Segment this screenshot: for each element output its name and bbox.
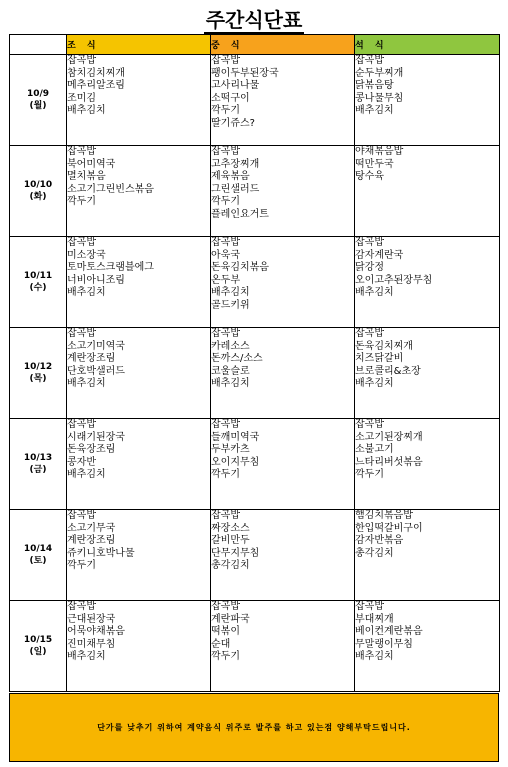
menu-item: 깍두기 xyxy=(67,560,96,572)
page-title xyxy=(0,4,508,33)
breakfast-cell xyxy=(67,510,211,601)
menu-item: 미소장국 xyxy=(67,249,106,261)
day-date: 10/14 xyxy=(23,544,53,554)
menu-item: 배추김치 xyxy=(67,651,106,663)
menu-item: 배추김치 xyxy=(355,651,394,663)
footer-notice xyxy=(9,693,499,762)
menu-item: 근대된장국 xyxy=(67,613,116,625)
menu-item: 감자계란국 xyxy=(355,249,404,261)
dinner-cell xyxy=(355,237,500,328)
menu-item: 햄김치볶음밥 xyxy=(355,510,413,521)
menu-item: 느타리버섯볶음 xyxy=(355,456,423,468)
menu-item: 배추김치 xyxy=(355,105,394,117)
menu-item: 잡곡밥 xyxy=(211,146,240,157)
lunch-cell xyxy=(211,237,355,328)
weekly-menu-table xyxy=(9,34,500,692)
menu-item: 총각김치 xyxy=(211,560,250,572)
day-label xyxy=(10,419,67,510)
menu-item: 돈육장조림 xyxy=(67,444,116,456)
menu-item: 두부카츠 xyxy=(211,444,250,456)
menu-item: 브로콜리&초장 xyxy=(355,365,421,377)
menu-item: 진미채무침 xyxy=(67,638,116,650)
menu-item: 소고기무국 xyxy=(67,522,116,534)
menu-item: 어묵야채볶음 xyxy=(67,626,125,638)
menu-item: 코울슬로 xyxy=(211,365,250,377)
menu-item: 배추김치 xyxy=(211,378,250,390)
day-date: 10/11 xyxy=(23,271,53,281)
dinner-cell xyxy=(355,55,500,146)
lunch-cell xyxy=(211,510,355,601)
menu-item: 깍두기 xyxy=(211,105,240,117)
menu-item: 멸치볶음 xyxy=(67,171,106,183)
menu-item: 닭강정 xyxy=(355,262,384,274)
menu-item: 배추김치 xyxy=(67,378,106,390)
day-date: 10/10 xyxy=(23,180,53,190)
menu-item: 떡볶이 xyxy=(211,626,240,638)
menu-item: 깍두기 xyxy=(211,469,240,481)
menu-item: 순두부찌개 xyxy=(355,67,404,79)
menu-item: 메추리알조림 xyxy=(67,80,125,92)
day-row xyxy=(10,146,500,237)
menu-item: 소불고기 xyxy=(355,444,394,456)
breakfast-cell xyxy=(67,146,211,237)
menu-item: 잡곡밥 xyxy=(211,510,240,521)
menu-item: 계란파국 xyxy=(211,613,250,625)
menu-item: 단호박샐러드 xyxy=(67,365,125,377)
menu-item: 베이컨계란볶음 xyxy=(355,626,423,638)
menu-item: 소고기미역국 xyxy=(67,340,125,352)
menu-item: 치즈닭갈비 xyxy=(355,353,404,365)
day-label xyxy=(10,510,67,601)
dinner-cell xyxy=(355,419,500,510)
menu-item: 부대찌개 xyxy=(355,613,394,625)
day-weekday: (목) xyxy=(29,374,47,384)
menu-item: 잡곡밥 xyxy=(67,146,96,157)
menu-item: 계란장조림 xyxy=(67,353,116,365)
lunch-cell xyxy=(211,601,355,692)
day-weekday: (금) xyxy=(29,465,47,475)
menu-item: 고추장찌개 xyxy=(211,158,260,170)
menu-item: 참치김치찌개 xyxy=(67,67,125,79)
menu-item: 골드키위 xyxy=(211,299,250,311)
day-weekday: (월) xyxy=(29,101,47,111)
header-breakfast: 조 식 xyxy=(67,35,211,55)
header-lunch: 중 식 xyxy=(211,35,355,55)
menu-item: 계란장조림 xyxy=(67,535,116,547)
menu-item: 딸기쥬스? xyxy=(211,117,255,129)
menu-item: 순대 xyxy=(211,638,231,650)
page-title-text: 주간식단표 xyxy=(205,8,303,32)
menu-item: 잡곡밥 xyxy=(211,237,240,248)
menu-item: 야채볶음밥 xyxy=(355,146,404,157)
menu-body xyxy=(10,55,500,692)
day-date: 10/15 xyxy=(23,635,53,645)
menu-item: 조미김 xyxy=(67,92,96,104)
menu-item: 제육볶음 xyxy=(211,171,250,183)
menu-item: 잡곡밥 xyxy=(67,237,96,248)
menu-item: 탕수육 xyxy=(355,171,384,183)
day-label xyxy=(10,328,67,419)
menu-item: 배추김치 xyxy=(355,378,394,390)
day-label xyxy=(10,55,67,146)
menu-item: 카레소스 xyxy=(211,340,250,352)
menu-item: 온두부 xyxy=(211,274,240,286)
menu-item: 너비아니조림 xyxy=(67,274,125,286)
menu-item: 배추김치 xyxy=(67,469,106,481)
day-date: 10/9 xyxy=(26,89,50,99)
header-row xyxy=(10,35,500,55)
header-corner xyxy=(10,35,67,55)
breakfast-cell xyxy=(67,328,211,419)
menu-item: 깍두기 xyxy=(211,196,240,208)
menu-item: 잡곡밥 xyxy=(211,328,240,339)
menu-item: 쥬키니호박나물 xyxy=(67,547,135,559)
breakfast-cell xyxy=(67,601,211,692)
menu-item: 잡곡밥 xyxy=(67,328,96,339)
menu-item: 잡곡밥 xyxy=(355,419,384,430)
menu-item: 떡만두국 xyxy=(355,158,394,170)
menu-item: 깍두기 xyxy=(211,651,240,663)
menu-item: 돈육김치볶음 xyxy=(211,262,269,274)
menu-item: 소고기그린빈스볶음 xyxy=(67,183,154,195)
menu-item: 갈비만두 xyxy=(211,535,250,547)
menu-item: 총각김치 xyxy=(355,547,394,559)
menu-item: 깍두기 xyxy=(67,196,96,208)
menu-item: 배추김치 xyxy=(355,287,394,299)
lunch-cell xyxy=(211,419,355,510)
day-row xyxy=(10,419,500,510)
footer-notice-text: 단가를 낮추기 위하여 계약음식 위주로 발주를 하고 있는점 양해부탁드립니다. xyxy=(97,723,411,732)
lunch-cell xyxy=(211,146,355,237)
menu-item: 들깨미역국 xyxy=(211,431,260,443)
menu-item: 배추김치 xyxy=(211,287,250,299)
menu-item: 배추김치 xyxy=(67,105,106,117)
menu-item: 단무지무침 xyxy=(211,547,260,559)
day-label xyxy=(10,146,67,237)
menu-item: 고사리나물 xyxy=(211,80,260,92)
dinner-cell xyxy=(355,146,500,237)
menu-item: 그린샐러드 xyxy=(211,183,260,195)
menu-item: 배추김치 xyxy=(67,287,106,299)
menu-item: 잡곡밥 xyxy=(211,55,240,66)
day-row xyxy=(10,328,500,419)
menu-item: 닭볶음탕 xyxy=(355,80,394,92)
day-row xyxy=(10,237,500,328)
menu-item: 토마토스크램블에그 xyxy=(67,262,154,274)
menu-item: 잡곡밥 xyxy=(355,328,384,339)
day-row xyxy=(10,601,500,692)
lunch-cell xyxy=(211,55,355,146)
menu-item: 소떡구이 xyxy=(211,92,250,104)
dinner-cell xyxy=(355,328,500,419)
menu-item: 잡곡밥 xyxy=(67,601,96,612)
menu-item: 오이고추된장무침 xyxy=(355,274,433,286)
menu-item: 북어미역국 xyxy=(67,158,116,170)
day-row xyxy=(10,510,500,601)
menu-item: 돈까스/소스 xyxy=(211,353,263,365)
menu-item: 한입떡갈비구이 xyxy=(355,522,423,534)
day-weekday: (토) xyxy=(29,556,47,566)
day-date: 10/13 xyxy=(23,453,53,463)
lunch-cell xyxy=(211,328,355,419)
menu-item: 잡곡밥 xyxy=(211,601,240,612)
menu-item: 잡곡밥 xyxy=(355,237,384,248)
day-row xyxy=(10,55,500,146)
menu-item: 짜장소스 xyxy=(211,522,250,534)
menu-item: 돈육김치찌개 xyxy=(355,340,413,352)
menu-item: 잡곡밥 xyxy=(355,55,384,66)
day-weekday: (화) xyxy=(29,192,47,202)
menu-item: 아욱국 xyxy=(211,249,240,261)
day-weekday: (일) xyxy=(29,647,47,657)
menu-item: 오이지무침 xyxy=(211,456,260,468)
day-label xyxy=(10,237,67,328)
day-weekday: (수) xyxy=(29,283,47,293)
menu-item: 잡곡밥 xyxy=(67,510,96,521)
breakfast-cell xyxy=(67,419,211,510)
menu-item: 팽이두부된장국 xyxy=(211,67,279,79)
menu-item: 무말랭이무침 xyxy=(355,638,413,650)
menu-item: 콩나물무침 xyxy=(355,92,404,104)
day-date: 10/12 xyxy=(23,362,53,372)
menu-item: 소고기된장찌개 xyxy=(355,431,423,443)
menu-item: 감자반볶음 xyxy=(355,535,404,547)
breakfast-cell xyxy=(67,237,211,328)
breakfast-cell xyxy=(67,55,211,146)
menu-item: 잡곡밥 xyxy=(211,419,240,430)
menu-item: 깍두기 xyxy=(355,469,384,481)
dinner-cell xyxy=(355,601,500,692)
menu-item: 잡곡밥 xyxy=(67,419,96,430)
menu-item: 잡곡밥 xyxy=(355,601,384,612)
menu-item: 콩자반 xyxy=(67,456,96,468)
menu-item: 잡곡밥 xyxy=(67,55,96,66)
day-label xyxy=(10,601,67,692)
menu-item: 시래기된장국 xyxy=(67,431,125,443)
dinner-cell xyxy=(355,510,500,601)
menu-item: 플레인요거트 xyxy=(211,208,269,220)
header-dinner: 석 식 xyxy=(355,35,500,55)
